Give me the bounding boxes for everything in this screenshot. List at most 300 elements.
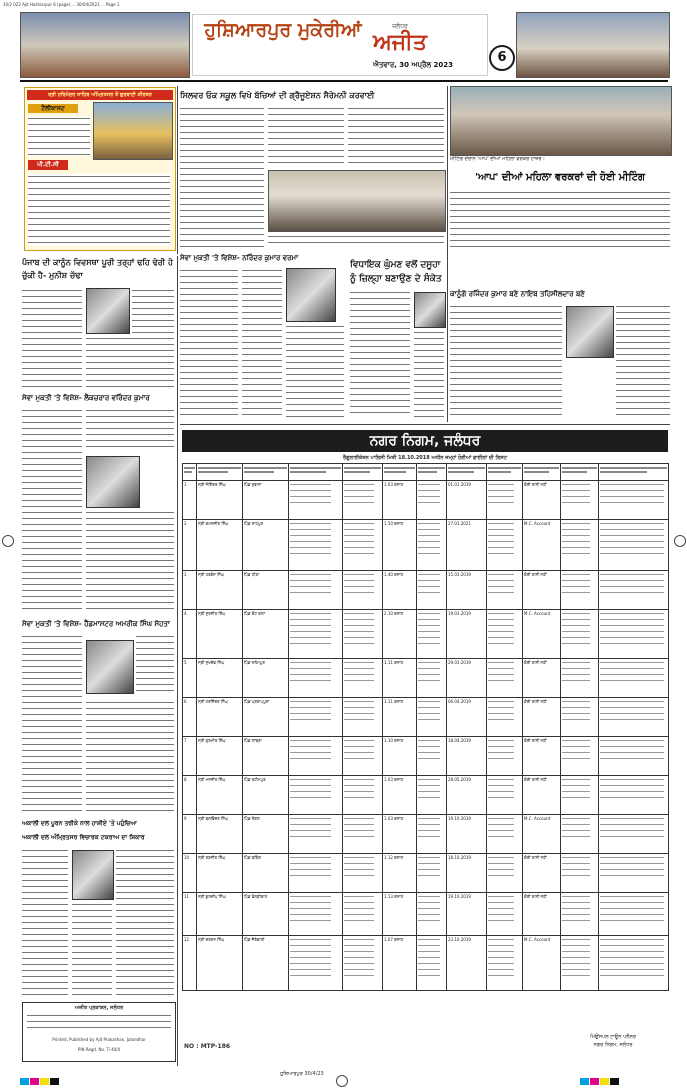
table-cell: 9: [183, 815, 197, 854]
table-cell: ਸ੍ਰੀ ਦਰਸ਼ਨ ਸਿੰਘ: [197, 936, 243, 991]
table-cell: M.C. Account: [523, 610, 561, 659]
table-header-cell: [417, 464, 447, 481]
cell-text-lines: [344, 482, 374, 508]
table-cell: 18.10.2019: [447, 854, 487, 893]
cell-text-lines: [600, 611, 664, 647]
punjab-story-col3: [132, 288, 174, 334]
cell-text-lines: [418, 777, 440, 803]
table-cell: 06.04.2019: [447, 698, 487, 737]
masthead-paper-name: ਅਜੀਤ: [373, 30, 427, 55]
table-cell: 5: [183, 659, 197, 698]
cell-text-lines: [344, 521, 374, 559]
cell-text-lines: [344, 816, 374, 842]
masthead-photo-left: [20, 12, 190, 78]
cell-text-lines: [344, 699, 374, 725]
ad-body-lines: [28, 174, 170, 246]
cell-text-lines: [290, 699, 331, 725]
table-cell: [599, 893, 669, 936]
table-cell: 12: [183, 936, 197, 991]
cell-text-lines: [562, 937, 590, 979]
cell-text-lines: [290, 572, 331, 598]
cell-text-lines: [600, 894, 664, 924]
table-cell: ਪਿੰਡ ਕੋਟ ਕਲਾਂ: [243, 610, 289, 659]
akali-story-col2: [116, 848, 174, 998]
table-cell: [599, 854, 669, 893]
table-cell: [599, 610, 669, 659]
table-cell: 4: [183, 610, 197, 659]
table-cell: [343, 610, 383, 659]
sewa-mukti-2-col1: [22, 408, 82, 614]
table-cell: 19.03.2019: [447, 610, 487, 659]
masthead-photo-right: [516, 12, 670, 78]
table-cell: [343, 520, 383, 571]
table-cell: [561, 698, 599, 737]
narinder-verma-photo: [286, 268, 336, 322]
table-cell: 15.03.2019: [447, 571, 487, 610]
table-cell: ਪਿੰਡ ਸੁਭਾਨਾ: [243, 481, 289, 520]
table-cell: ਪਿੰਡ ਸਲੇਮਪੁਰ: [243, 659, 289, 698]
table-cell: [289, 737, 343, 776]
table-header-cell: [523, 464, 561, 481]
table-cell: ਕੋਈ ਰਾਸ਼ੀ ਨਹੀਂ: [523, 854, 561, 893]
table-row: [183, 737, 669, 776]
cell-text-lines: [488, 521, 514, 559]
table-cell: [487, 936, 523, 991]
table-cell: 1.50 ਕਨਾਲ: [383, 520, 417, 571]
table-cell: [289, 893, 343, 936]
aap-meeting-photo: [450, 86, 672, 156]
cell-text-lines: [418, 894, 440, 924]
table-cell: 11: [183, 893, 197, 936]
sewa-mukti-2-col2: [86, 408, 174, 452]
table-cell: [561, 737, 599, 776]
masthead-region-title: ਹੁਸ਼ਿਆਰਪੁਰ ਮੁਕੇਰੀਆਂ: [204, 19, 362, 41]
table-cell: [599, 936, 669, 991]
table-cell: 23.10.2019: [447, 936, 487, 991]
kanungo-headline: ਕਾਨੂੰਗੋ ਰਜਿੰਦਰ ਕੁਮਾਰ ਬਣੇ ਨਾਇਬ ਤਹਿਸੀਲਦਾਰ ਬਣੇ: [450, 290, 585, 298]
cell-text-lines: [600, 738, 664, 764]
cell-text-lines: [418, 482, 440, 508]
table-row: [183, 610, 669, 659]
table-cell: [487, 854, 523, 893]
table-header-cell: [197, 464, 243, 481]
sewa-mukti-3-headline: ਸੇਵਾ ਮੁਕਤੀ 'ਤੇ ਵਿਸ਼ੇਸ਼- ਹੈੱਡਮਾਸਟਰ ਅਮਰੀਕ ਸਿੰਘ ਸੋਹਤਾ: [22, 620, 170, 628]
table-cell: ਸ੍ਰੀ ਗੁਰਮੀਤ ਸਿੰਘ: [197, 737, 243, 776]
table-cell: 18.04.2019: [447, 737, 487, 776]
cell-text-lines: [562, 660, 590, 686]
table-header-cell: [383, 464, 417, 481]
table-cell: [417, 571, 447, 610]
table-cell: [561, 936, 599, 991]
table-cell: 1.13 ਕਨਾਲ: [383, 893, 417, 936]
ad-box: [24, 87, 176, 251]
cell-text-lines: [562, 572, 590, 598]
notice-ref: NO : MTP-186: [184, 1043, 231, 1050]
column-rule: [447, 86, 448, 422]
table-cell: 1.11 ਕਨਾਲ: [383, 698, 417, 737]
sewa-mukti-2-col3: [86, 510, 174, 614]
cell-text-lines: [562, 482, 590, 508]
table-header-cell: [599, 464, 669, 481]
table-cell: 1.10 ਕਨਾਲ: [383, 737, 417, 776]
table-cell: [599, 571, 669, 610]
table-cell: ਪਿੰਡ ਫੋਲੜੀਵਾਲ: [243, 893, 289, 936]
akali-story-col1: [22, 848, 68, 998]
aap-caption: ਮੀਟਿੰਗ ਦੌਰਾਨ 'ਆਪ' ਦੀਆਂ ਮਹਿਲਾ ਵਰਕਰ ਹਾਜ਼ਰ।: [450, 156, 546, 162]
cell-text-lines: [488, 660, 514, 686]
cell-text-lines: [344, 660, 374, 686]
cell-text-lines: [344, 738, 374, 764]
punjab-story-col1: [22, 288, 82, 388]
cell-text-lines: [600, 521, 664, 559]
cell-text-lines: [418, 611, 440, 647]
ghuman-photo: [414, 292, 446, 328]
registration-mark-icon: [674, 535, 686, 547]
cell-text-lines: [562, 611, 590, 647]
table-cell: [487, 698, 523, 737]
table-cell: ਪਿੰਡ ਜੈਤੇਵਾਲੀ: [243, 936, 289, 991]
cell-text-lines: [488, 816, 514, 842]
cell-text-lines: [290, 855, 331, 881]
table-cell: ਕੋਈ ਰਾਸ਼ੀ ਨਹੀਂ: [523, 659, 561, 698]
table-cell: [599, 776, 669, 815]
table-cell: [599, 520, 669, 571]
table-cell: [417, 737, 447, 776]
table-cell: ਸ੍ਰੀ ਕਮਲਜੀਤ ਸਿੰਘ: [197, 520, 243, 571]
table-cell: [561, 815, 599, 854]
cell-text-lines: [290, 816, 331, 842]
table-cell: [487, 893, 523, 936]
table-cell: 10: [183, 854, 197, 893]
cell-text-lines: [488, 777, 514, 803]
table-cell: [343, 737, 383, 776]
cell-text-lines: [562, 738, 590, 764]
cell-text-lines: [488, 894, 514, 924]
cell-text-lines: [600, 937, 664, 979]
table-cell: ਸ੍ਰੀ ਹਰਬੰਸ ਸਿੰਘ: [197, 571, 243, 610]
table-cell: [343, 659, 383, 698]
table-cell: ਪਿੰਡ ਸ਼ਾਹਪੁਰ: [243, 520, 289, 571]
cell-text-lines: [290, 894, 331, 924]
cell-text-lines: [418, 572, 440, 598]
table-cell: [417, 610, 447, 659]
table-cell: [561, 520, 599, 571]
ad-text-lines: [28, 116, 90, 156]
table-cell: ਕੋਈ ਰਾਸ਼ੀ ਨਹੀਂ: [523, 571, 561, 610]
table-header-cell: [343, 464, 383, 481]
table-row: [183, 659, 669, 698]
masthead-city: ਜਲੰਧਰ: [392, 23, 408, 30]
table-cell: [599, 737, 669, 776]
masthead-rule: [20, 80, 668, 82]
table-header-cell: [289, 464, 343, 481]
cell-text-lines: [488, 611, 514, 647]
table-cell: [289, 481, 343, 520]
cell-text-lines: [562, 816, 590, 842]
akali-story-col3: [72, 902, 112, 998]
cell-text-lines: [418, 816, 440, 842]
table-cell: ਕੋਈ ਰਾਸ਼ੀ ਨਹੀਂ: [523, 481, 561, 520]
cell-text-lines: [344, 855, 374, 881]
top-story-col2: [268, 106, 344, 168]
cell-text-lines: [600, 855, 664, 881]
akali-headline-1: ਅਕਾਲੀ ਦਲ ਪੂਰਨ ਤਰੀਕੇ ਨਾਲ ਹਾਸ਼ੀਏ 'ਤੇ ਪਹੁੰਚਿਆ: [22, 820, 137, 827]
table-cell: [561, 893, 599, 936]
table-cell: [289, 520, 343, 571]
sewa-mukti-1-headline: ਸੇਵਾ ਮੁਕਤੀ 'ਤੇ ਵਿਸ਼ੇਸ਼- ਨਰਿੰਦਰ ਕੁਮਾਰ ਵਰਮਾ: [180, 254, 299, 262]
cell-text-lines: [600, 660, 664, 686]
table-cell: [417, 854, 447, 893]
table-cell: 1.03 ਕਨਾਲ: [383, 481, 417, 520]
table-cell: 28.05.2019: [447, 776, 487, 815]
cell-text-lines: [290, 482, 331, 508]
slug-line: 10/2 022 Ajit Hoshiarpur 6 (page) ... 30/04/2023 ... Page 1: [3, 2, 120, 7]
varinder-kumar-photo: [86, 456, 140, 508]
table-cell: 1.11 ਕਨਾਲ: [383, 659, 417, 698]
table-cell: [343, 893, 383, 936]
table-header-row: [183, 464, 669, 481]
table-cell: 19.10.2019: [447, 893, 487, 936]
cell-text-lines: [562, 699, 590, 725]
table-cell: M.C. Account: [523, 815, 561, 854]
table-cell: 1.03 ਕਨਾਲ: [383, 776, 417, 815]
table-cell: ਸ੍ਰੀ ਕੁਲਦੀਪ ਸਿੰਘ: [197, 893, 243, 936]
notice-table: [182, 463, 669, 991]
cell-text-lines: [344, 937, 374, 979]
registration-mark-icon: [2, 535, 14, 547]
kanungo-col1: [450, 304, 562, 418]
table-header-cell: [561, 464, 599, 481]
masthead-title-box: [192, 14, 488, 76]
cell-text-lines: [600, 777, 664, 803]
table-cell: [289, 854, 343, 893]
press-box: [22, 1002, 176, 1062]
table-cell: [599, 698, 669, 737]
table-cell: 2: [183, 520, 197, 571]
cell-text-lines: [562, 777, 590, 803]
table-cell: [343, 481, 383, 520]
sewa-mukti-1-col1: [180, 268, 238, 418]
table-row: [183, 520, 669, 571]
table-cell: [417, 659, 447, 698]
cell-text-lines: [600, 572, 664, 598]
ad-title: ਸ੍ਰੀ ਹਰਿਮੰਦਰ ਸਾਹਿਬ ਅੰਮ੍ਰਿਤਸਰ ਤੋਂ ਗੁਰਬਾਣੀ ਕੀਰਤਨ: [27, 90, 173, 100]
notice-signature-2: ਨਗਰ ਨਿਗਮ, ਜਲੰਧਰ: [593, 1042, 633, 1048]
table-cell: ਪਿੰਡ ਧੀਣਾ: [243, 571, 289, 610]
column-rule: [177, 86, 178, 254]
ad-subtitle: ਟੈਲੀਕਾਸਟ: [28, 104, 78, 113]
cell-text-lines: [562, 855, 590, 881]
table-cell: 7: [183, 737, 197, 776]
cell-text-lines: [488, 855, 514, 881]
table-cell: [289, 610, 343, 659]
punjab-story-col2: [86, 336, 174, 388]
akali-headline-2: ਅਕਾਲੀ ਦਲ ਅੰਮ੍ਰਿਤਸਰ ਵਿਚਾਰਕ ਟਕਰਾਅ ਦਾ ਸ਼ਿਕਾਰ: [22, 834, 145, 841]
table-cell: [343, 854, 383, 893]
table-cell: ਸ੍ਰੀ ਸੁਖਦੇਵ ਸਿੰਘ: [197, 659, 243, 698]
masthead-date: ਐਤਵਾਰ, 30 ਅਪ੍ਰੈਲ 2023: [373, 61, 454, 69]
top-story-col1: [180, 106, 264, 248]
table-cell: ਸ੍ਰੀ ਬਲਵਿੰਦਰ ਸਿੰਘ: [197, 815, 243, 854]
graduation-caption: [268, 234, 444, 248]
table-cell: ਪਿੰਡ ਲਾਂਬੜਾ: [243, 737, 289, 776]
table-row: [183, 815, 669, 854]
table-cell: [599, 815, 669, 854]
table-cell: 2.10 ਕਨਾਲ: [383, 610, 417, 659]
press-line3: PIN Regd. No. Ti 40/4: [77, 1047, 121, 1052]
table-cell: [417, 936, 447, 991]
aap-story-lines: [450, 190, 670, 252]
table-cell: [289, 571, 343, 610]
table-header-cell: [183, 464, 197, 481]
vidhayak-headline: ਵਿਧਾਇਕ ਘੁੰਮਣ ਵਲੋਂ ਦਸੂਹਾ ਨੂੰ ਜ਼ਿਲ੍ਹਾ ਬਣਾਉਣ ਦੇ ਸੰਕੇਤ: [350, 260, 442, 284]
rajinder-kumar-photo: [566, 306, 614, 358]
table-cell: 8: [183, 776, 197, 815]
table-row: [183, 776, 669, 815]
table-cell: [343, 571, 383, 610]
table-cell: [487, 571, 523, 610]
table-cell: [561, 776, 599, 815]
table-cell: 1.03 ਕਨਾਲ: [383, 815, 417, 854]
column-rule: [177, 256, 178, 1066]
sewa-mukti-3-col1: [22, 634, 82, 812]
table-cell: [417, 698, 447, 737]
table-cell: ਸ੍ਰੀ ਹਰਜਿੰਦਰ ਸਿੰਘ: [197, 698, 243, 737]
table-cell: [599, 659, 669, 698]
table-cell: [417, 481, 447, 520]
notice-banner: ਨਗਰ ਨਿਗਮ, ਜਲੰਧਰ: [182, 430, 668, 452]
cell-text-lines: [488, 572, 514, 598]
cell-text-lines: [344, 611, 374, 647]
cell-text-lines: [290, 521, 331, 559]
cell-text-lines: [290, 937, 331, 979]
table-cell: [289, 815, 343, 854]
table-cell: [561, 659, 599, 698]
table-cell: [417, 520, 447, 571]
sewa-mukti-1-col2: [242, 268, 282, 418]
table-cell: [417, 815, 447, 854]
table-cell: ਕੋਈ ਰਾਸ਼ੀ ਨਹੀਂ: [523, 737, 561, 776]
color-bar: [20, 1070, 668, 1080]
table-cell: [561, 854, 599, 893]
table-cell: 1.40 ਕਨਾਲ: [383, 571, 417, 610]
cell-text-lines: [600, 816, 664, 842]
table-cell: [487, 776, 523, 815]
cell-text-lines: [290, 777, 331, 803]
cell-text-lines: [418, 738, 440, 764]
page-code: ਹੁਸ਼ਿਆਰਪੁਰ 30/4/23: [280, 1071, 324, 1077]
table-cell: [487, 659, 523, 698]
table-cell: [343, 936, 383, 991]
table-cell: [487, 520, 523, 571]
table-cell: 01.01.2019: [447, 481, 487, 520]
table-cell: [289, 698, 343, 737]
cell-text-lines: [488, 482, 514, 508]
table-cell: [487, 737, 523, 776]
table-cell: [561, 481, 599, 520]
cell-text-lines: [344, 777, 374, 803]
table-cell: ਸ੍ਰੀ ਰਣਜੀਤ ਸਿੰਘ: [197, 854, 243, 893]
table-cell: ਸ੍ਰੀ ਮਨਜੀਤ ਸਿੰਘ: [197, 776, 243, 815]
vidhayak-col2: [414, 330, 444, 418]
notice-subtitle: ਰੈਗੂਲਾਈਜ਼ੇਸ਼ਨ ਪਾਲਿਸੀ ਮਿਤੀ 18.10.2018 ਅਧੀਨ ਜਮ੍ਹਾਂ ਹੋਈਆਂ ਫਾਈਲਾਂ ਦੀ ਲਿਸਟ: [343, 455, 507, 461]
cell-text-lines: [488, 937, 514, 979]
cell-text-lines: [488, 699, 514, 725]
table-cell: [343, 776, 383, 815]
table-cell: [561, 571, 599, 610]
cell-text-lines: [562, 894, 590, 924]
vidhayak-col1: [350, 290, 410, 418]
table-cell: [343, 815, 383, 854]
section-rule: [180, 424, 670, 425]
table-row: [183, 893, 669, 936]
table-header-cell: [243, 464, 289, 481]
table-cell: [343, 698, 383, 737]
table-row: [183, 698, 669, 737]
akali-leader-photo: [72, 850, 114, 900]
table-cell: [289, 659, 343, 698]
table-cell: M.C. Account: [523, 936, 561, 991]
cell-text-lines: [600, 482, 664, 508]
page-number: 6: [489, 45, 515, 71]
table-cell: ਸ੍ਰੀ ਸੁਰਜੀਤ ਸਿੰਘ: [197, 610, 243, 659]
sewa-mukti-1-col3: [286, 324, 344, 418]
kanungo-col2: [616, 304, 670, 418]
table-cell: [487, 481, 523, 520]
top-headline: ਸਿਲਵਰ ਓਕ ਸਕੂਲ ਵਿਖੇ ਬੱਚਿਆਂ ਦੀ ਗ੍ਰੈਜੂਏਸ਼ਨ ਸੈਰੇਮਨੀ ਕਰਵਾਈ: [180, 91, 375, 100]
cell-text-lines: [418, 855, 440, 881]
amrik-singh-photo: [86, 640, 134, 694]
table-cell: ਪਿੰਡ ਨੰਗਲ: [243, 815, 289, 854]
golden-temple-photo: [93, 102, 173, 160]
table-cell: ਕੋਈ ਰਾਸ਼ੀ ਨਹੀਂ: [523, 698, 561, 737]
table-cell: [417, 776, 447, 815]
table-cell: 6: [183, 698, 197, 737]
table-row: [183, 854, 669, 893]
graduation-photo: [268, 170, 446, 232]
table-cell: ਕੋਈ ਰਾਸ਼ੀ ਨਹੀਂ: [523, 776, 561, 815]
table-header-cell: [447, 464, 487, 481]
cell-text-lines: [562, 521, 590, 559]
aap-headline: 'ਆਪ' ਦੀਆਂ ਮਹਿਲਾ ਵਰਕਰਾਂ ਦੀ ਹੋਈ ਮੀਟਿੰਗ: [475, 172, 645, 183]
table-cell: 1.12 ਕਨਾਲ: [383, 854, 417, 893]
table-cell: 19.10.2019: [447, 815, 487, 854]
table-cell: ਸ੍ਰੀ ਜੋਗਿੰਦਰ ਸਿੰਘ: [197, 481, 243, 520]
ad-channel: ਪੀ.ਟੀ.ਸੀ: [28, 160, 68, 170]
press-line2: Printed, Published by Ajit Prakashan, Jalandhar: [52, 1037, 146, 1042]
sewa-mukti-3-col2: [136, 634, 174, 696]
table-cell: 1: [183, 481, 197, 520]
cell-text-lines: [488, 738, 514, 764]
table-cell: [417, 893, 447, 936]
table-cell: ਪਿੰਡ ਬੜਿੰਗ: [243, 854, 289, 893]
table-cell: 27.01.2021: [447, 520, 487, 571]
notice-signature-1: ਮਿਉਂਸਪਲ ਟਾਊਨ ਪਲੈਨਰ: [590, 1034, 636, 1040]
cell-text-lines: [290, 738, 331, 764]
table-row: [183, 571, 669, 610]
cell-text-lines: [600, 699, 664, 725]
cell-text-lines: [418, 937, 440, 979]
table-cell: [599, 481, 669, 520]
cell-text-lines: [418, 521, 440, 559]
table-cell: 1.07 ਕਨਾਲ: [383, 936, 417, 991]
sewa-mukti-3-col3: [86, 700, 174, 812]
cell-text-lines: [290, 611, 331, 647]
cell-text-lines: [344, 894, 374, 924]
table-cell: [487, 815, 523, 854]
sewa-mukti-2-headline: ਸੇਵਾ ਮੁਕਤੀ 'ਤੇ ਵਿਸ਼ੇਸ਼- ਲੈਕਚਰਾਰ ਵਰਿੰਦਰ ਕੁਮਾਰ: [22, 394, 150, 402]
table-cell: 29.03.2019: [447, 659, 487, 698]
